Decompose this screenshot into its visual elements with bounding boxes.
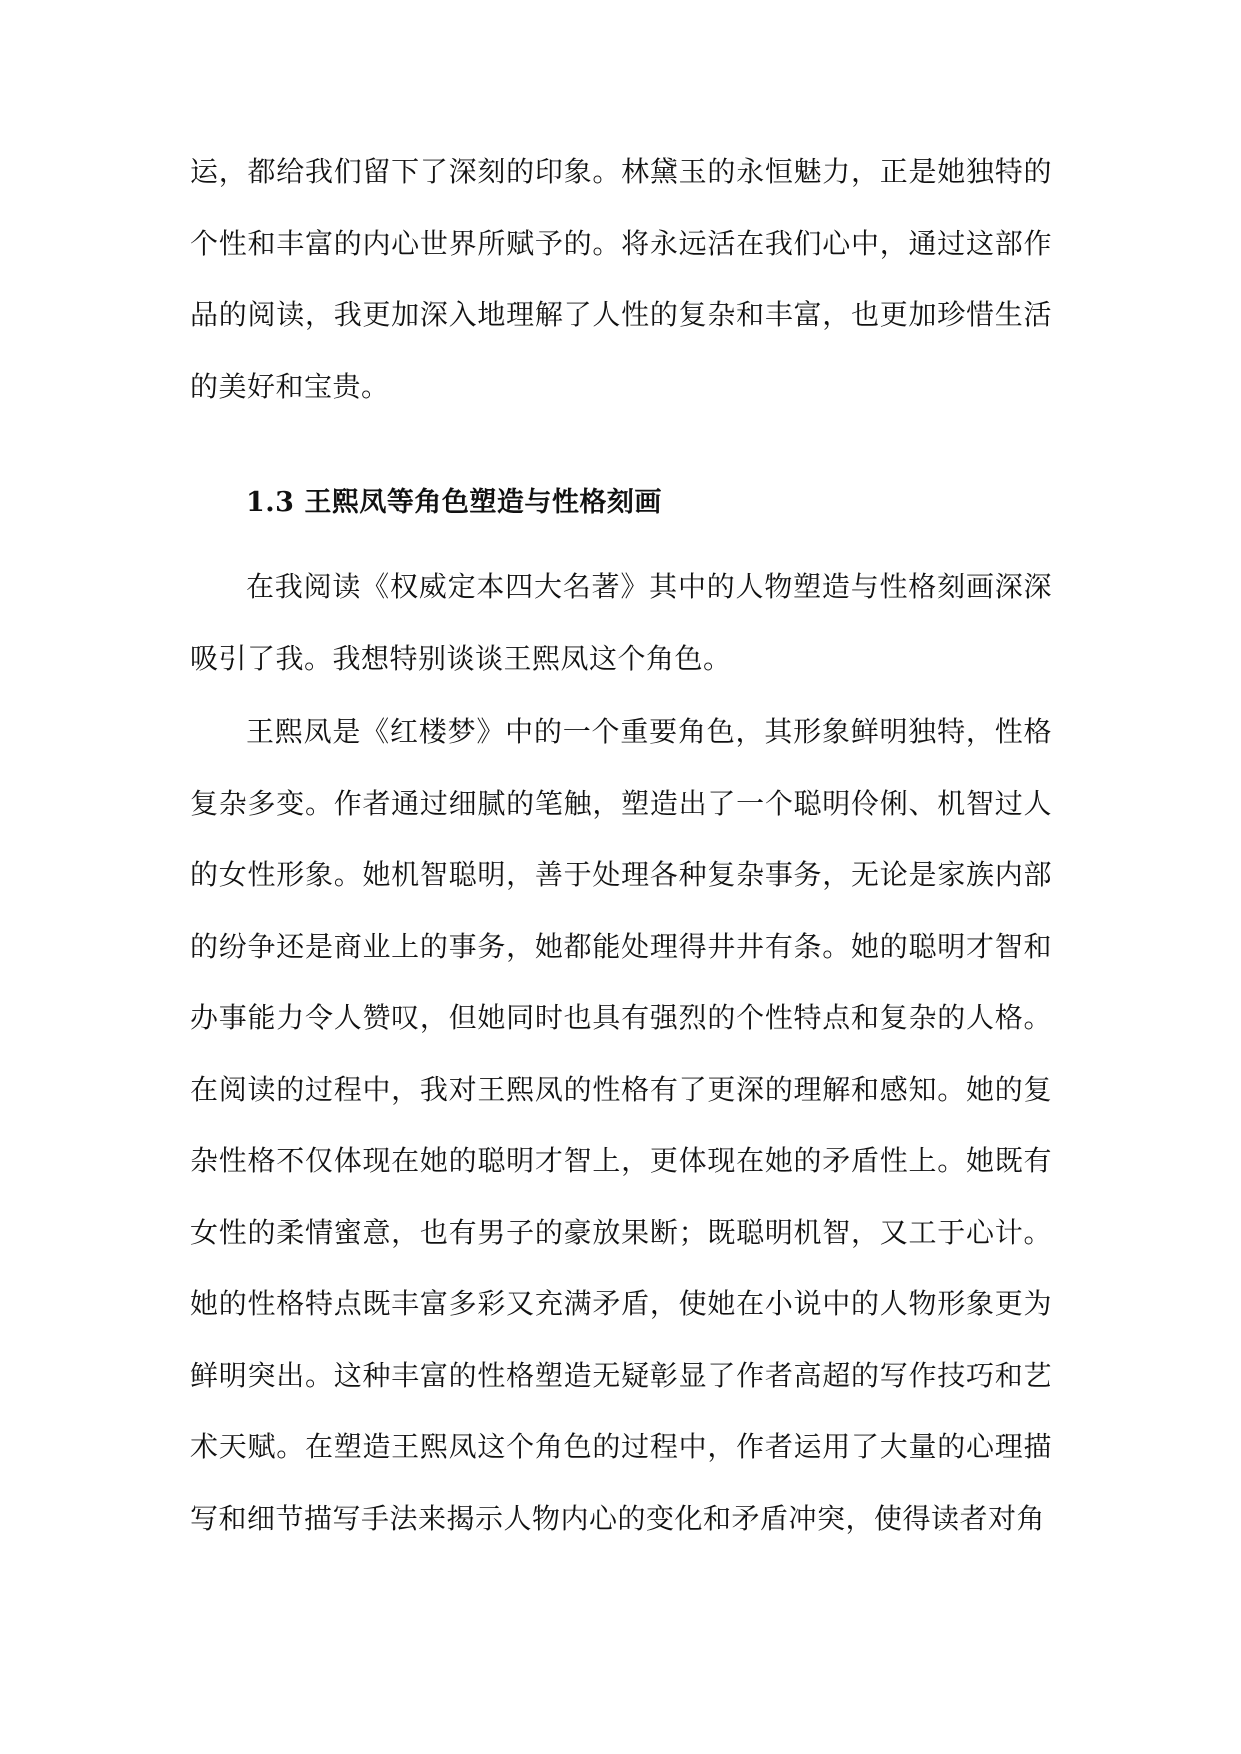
section-heading: 1.3 王熙凤等角色塑造与性格刻画 xyxy=(246,487,662,518)
paragraph-intro: 在我阅读《权威定本四大名著》其中的人物塑造与性格刻画深深吸引了我。我想特别谈谈王熙凤这个角色。 xyxy=(190,570,1052,675)
paragraph-wang-xifeng: 王熙凤是《红楼梦》中的一个重要角色，其形象鲜明独特，性格复杂多变。作者通过细腻的笔触，塑造出了一个聪明伶俐、机智过人的女性形象。她机智聪明，善于处理各种复杂事务，无论是家族内部的纷争还是商业上的事务，她都能处理得井井有条。她的聪明才智和办事能力令人赞叹，但她同时也具有强烈的个性特点和复杂的人格。在阅读的过程中，我对王熙凤的性格有了更深的理解和感知。她的复杂性格不仅体现在她的聪明才智上，更体现在她的矛盾性上。她既有女性的柔情蜜意，也有男子的豪放果断；既聪明机智，又工于心计。她的性格特点既丰富多彩又充满矛盾，使她在小说中的人物形象更为鲜明突出。这种丰富的性格塑造无疑彰显了作者高超的写作技巧和艺术天赋。在塑造王熙凤这个角色的过程中，作者运用了大量的心理描写和细节描写手法来揭示人物内心的变化和矛盾冲突，使得读者对角 xyxy=(190,715,1052,1535)
paragraph-continued: 运，都给我们留下了深刻的印象。林黛玉的永恒魅力，正是她独特的个性和丰富的内心世界所赋予的。将永远活在我们心中，通过这部作品的阅读，我更加深入地理解了人性的复杂和丰富，也更加珍惜生活的美好和宝贵。 xyxy=(190,155,1052,403)
